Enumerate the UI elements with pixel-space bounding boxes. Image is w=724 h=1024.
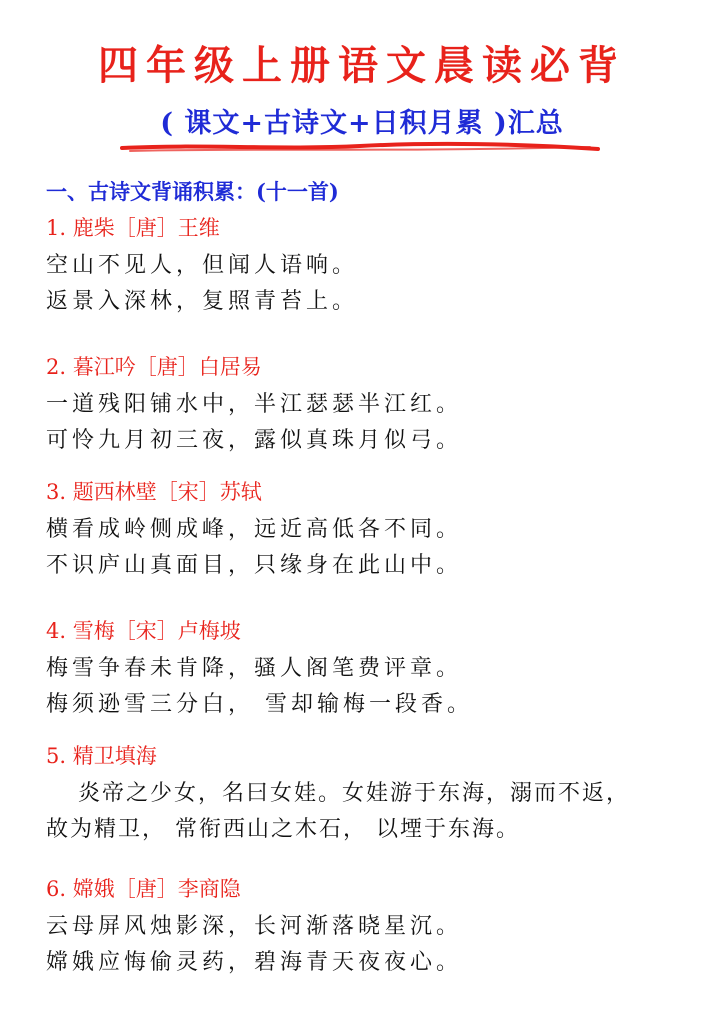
page-title: 四年级上册语文晨读必背	[98, 42, 626, 89]
poem-title: 4. 雪梅［宋］卢梅坡	[46, 619, 241, 643]
poem-line: 一道残阳铺水中，半江瑟瑟半江红。	[46, 392, 463, 417]
poem-line: 梅雪争春未肯降，骚人阁笔费评章。	[46, 656, 463, 681]
poem-line: 故为精卫， 常衔西山之木石， 以堙于东海。	[46, 817, 520, 842]
poem-line: 横看成岭侧成峰，远近高低各不同。	[46, 517, 463, 542]
subtitle-underline	[120, 140, 600, 154]
page-subtitle: ( 课文+古诗文+日积月累 )汇总	[160, 108, 564, 139]
section-heading: 一、古诗文背诵积累：(十一首)	[46, 179, 339, 204]
poem-line: 云母屏风烛影深，长河渐落晓星沉。	[46, 914, 463, 939]
poem-title: 2. 暮江吟［唐］白居易	[46, 355, 262, 379]
poem-line: 空山不见人，但闻人语响。	[46, 253, 359, 278]
poem-line: 可怜九月初三夜，露似真珠月似弓。	[46, 428, 463, 453]
poem-line: 嫦娥应悔偷灵药，碧海青天夜夜心。	[46, 950, 463, 975]
poem-title: 1. 鹿柴［唐］王维	[46, 216, 220, 240]
poem-line: 梅须逊雪三分白， 雪却输梅一段香。	[46, 692, 473, 717]
poem-title: 6. 嫦娥［唐］李商隐	[46, 877, 241, 901]
poem-title: 3. 题西林壁［宋］苏轼	[46, 480, 262, 504]
poem-line: 不识庐山真面目，只缘身在此山中。	[46, 553, 463, 578]
poem-line: 炎帝之少女，名曰女娃。女娃游于东海，溺而不返，	[78, 781, 631, 806]
poem-line: 返景入深林，复照青苔上。	[46, 289, 359, 314]
poem-title: 5. 精卫填海	[46, 744, 157, 768]
